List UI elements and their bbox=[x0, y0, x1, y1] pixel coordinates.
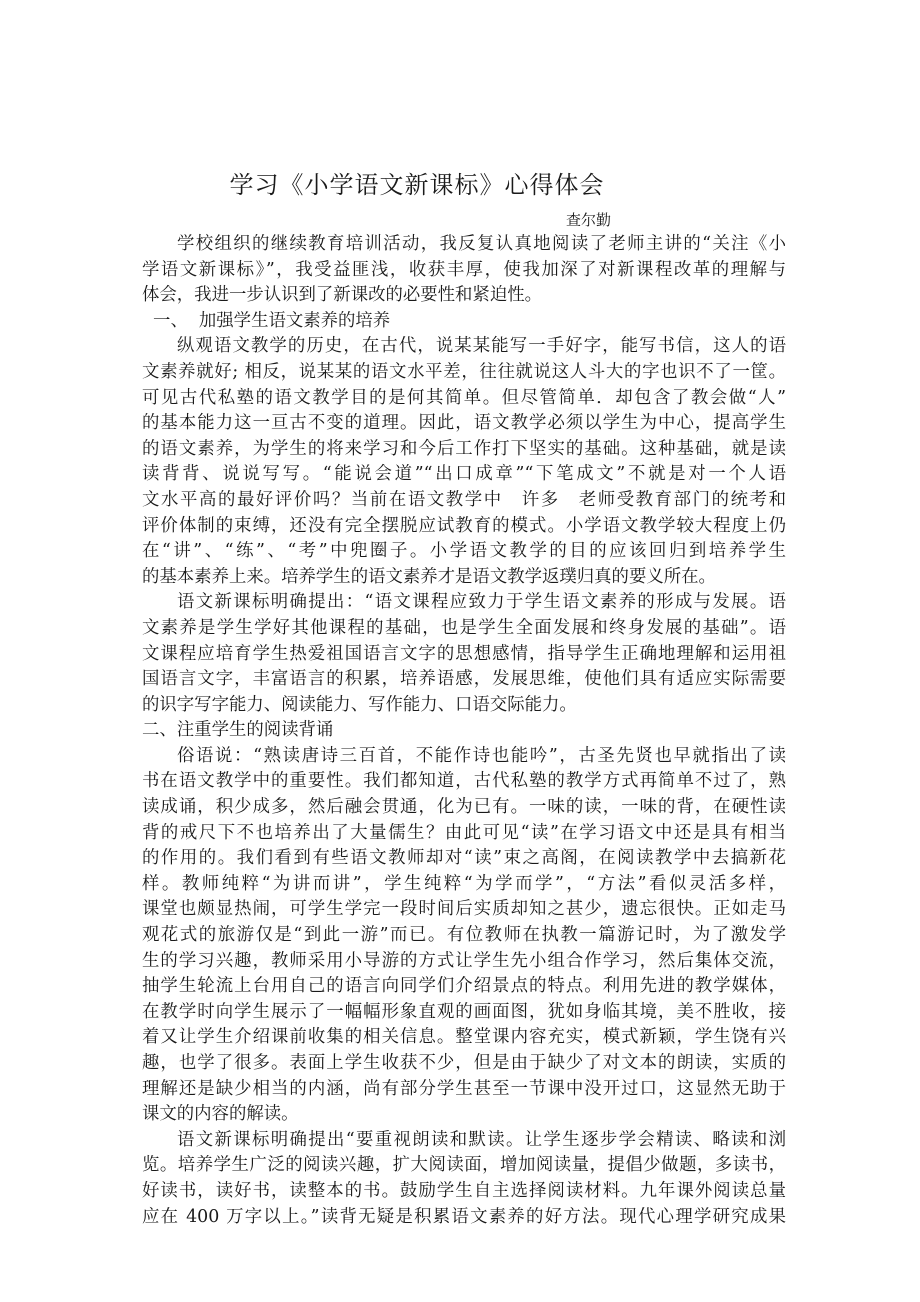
section-heading bbox=[142, 718, 786, 744]
text-line: 书在语文教学中的重要性。我们都知道，古代私塾的教学方式再简单不过了，熟 bbox=[142, 771, 786, 792]
paragraph bbox=[142, 590, 786, 718]
text-line: 的识字写字能力、阅读能力、写作能力、口语交际能力。 bbox=[142, 694, 577, 715]
text-line: 览。培养学生广泛的阅读兴趣，扩大阅读面，增加阅读量，提倡少做题，多读书， bbox=[142, 1155, 786, 1176]
text-line: 的作用的。我们看到有些语文教师却对“读”束之高阁，在阅读教学中去搞新花 bbox=[142, 848, 786, 869]
text-line: 文课程应培育学生热爱祖国语言文字的思想感情，指导学生正确地理解和运用祖 bbox=[142, 643, 786, 664]
text-line: 课文的内容的解读。 bbox=[142, 1104, 299, 1125]
text-line: 读背背、说说写写。“能说会道”“出口成章”“下笔成文”不就是对一个人语 bbox=[142, 464, 786, 485]
paragraph bbox=[142, 232, 786, 309]
text-line: 着又让学生介绍课前收集的相关信息。整堂课内容充实，模式新颖，学生饶有兴 bbox=[142, 1027, 786, 1048]
text-line: 文素养是学生学好其他课程的基础，也是学生全面发展和终身发展的基础”。语 bbox=[142, 617, 786, 638]
text-line: 生的学习兴趣，教师采用小导游的方式让学生先小组合作学习，然后集体交流， bbox=[142, 950, 786, 971]
text-line: 的基本素养上来。培养学生的语文素养才是语文教学返璞归真的要义所在。 bbox=[142, 566, 716, 587]
text-line: 文水平高的最好评价吗？当前在语文教学中 许多 老师受教育部门的统考和 bbox=[142, 489, 786, 510]
text-line: 学语文新课标》”，我受益匪浅，收获丰厚，使我加深了对新课程改革的理解与 bbox=[142, 259, 786, 280]
document-title: 学习《小学语文新课标》心得体会 bbox=[229, 171, 605, 199]
text-line: 语文新课标明确提出“要重视朗读和默读。让学生逐步学会精读、略读和浏 bbox=[177, 1129, 786, 1150]
text-line: 在教学时向学生展示了一幅幅形象直观的画面图，犹如身临其境，美不胜收，接 bbox=[142, 1001, 786, 1022]
text-line: 抽学生轮流上台用自己的语言向同学们介绍景点的特点。利用先进的教学媒体， bbox=[142, 976, 786, 997]
text-line: 文素养就好; 相反，说某某的语文水平差，往往就说这人斗大的字也识不了一筐。 bbox=[142, 361, 786, 382]
text-line: 课堂也颇显热闹，可学生学完一段时间后实质却知之甚少，遗忘很快。正如走马 bbox=[142, 899, 786, 920]
text-line: 二、注重学生的阅读背诵 bbox=[142, 720, 334, 741]
text-line: 纵观语文教学的历史，在古代，说某某能写一手好字，能写书信，这人的语 bbox=[177, 336, 786, 357]
text-line: 趣，也学了很多。表面上学生收获不少，但是由于缺少了对文本的朗读，实质的 bbox=[142, 1053, 786, 1073]
paragraph bbox=[142, 744, 786, 1128]
text-line: 的基本能力这一亘古不变的道理。因此，语文教学必须以学生为中心，提高学生 bbox=[142, 413, 786, 434]
text-line: 背的戒尺下不也培养出了大量儒生？由此可见“读”在学习语文中还是具有相当 bbox=[142, 822, 786, 843]
paragraph bbox=[142, 1128, 786, 1230]
text-line: 观花式的旅游仅是“到此一游”而已。有位教师在执教一篇游记时，为了激发学 bbox=[142, 925, 786, 946]
text-line: 样。教师纯粹“为讲而讲”，学生纯粹“为学而学”，“方法”看似灵活多样， bbox=[142, 873, 786, 894]
text-line: 的语文素养，为学生的将来学习和今后工作打下坚实的基础。这种基础，就是读 bbox=[142, 438, 786, 459]
text-line: 国语言文字，丰富语言的积累，培养语感，发展思维，使他们具有适应实际需要 bbox=[142, 669, 786, 690]
text-line: 好读书，读好书，读整本的书。鼓励学生自主选择阅读材料。九年课外阅读总量 bbox=[142, 1180, 786, 1201]
text-line: 体会，我进一步认识到了新课改的必要性和紧迫性。 bbox=[142, 285, 542, 306]
text-line: 理解还是缺少相当的内涵，尚有部分学生甚至一节课中没开过口，这显然无助于 bbox=[142, 1078, 786, 1099]
text-line: 评价体制的束缚，还没有完全摆脱应试教育的模式。小学语文教学较大程度上仍 bbox=[142, 515, 786, 536]
text-line: 在“讲”、“练”、“考”中兜圈子。小学语文教学的目的应该回归到培养学生 bbox=[142, 541, 786, 562]
text-line: 读成诵，积少成多，然后融会贯通，化为已有。一味的读，一味的背，在硬性读 bbox=[142, 797, 786, 818]
text-line: 语文新课标明确提出：“语文课程应致力于学生语文素养的形成与发展。语 bbox=[177, 592, 786, 613]
author-name: 查尔勤 bbox=[566, 211, 612, 229]
text-line: 应在 400 万字以上。”读背无疑是积累语文素养的好方法。现代心理学研究成果 bbox=[142, 1206, 786, 1227]
text-line: 可见古代私塾的语文教学目的是何其简单。但尽管简单．却包含了教会做“人” bbox=[142, 387, 786, 408]
text-line: 一、 加强学生语文素养的培养 bbox=[142, 310, 391, 331]
text-line: 俗语说：“熟读唐诗三百首，不能作诗也能吟”，古圣先贤也早就指出了读 bbox=[177, 745, 786, 766]
paragraph bbox=[142, 334, 786, 590]
text-line: 学校组织的继续教育培训活动，我反复认真地阅读了老师主讲的“关注《小 bbox=[177, 234, 786, 254]
section-heading bbox=[142, 309, 786, 335]
document-body bbox=[142, 232, 786, 1230]
